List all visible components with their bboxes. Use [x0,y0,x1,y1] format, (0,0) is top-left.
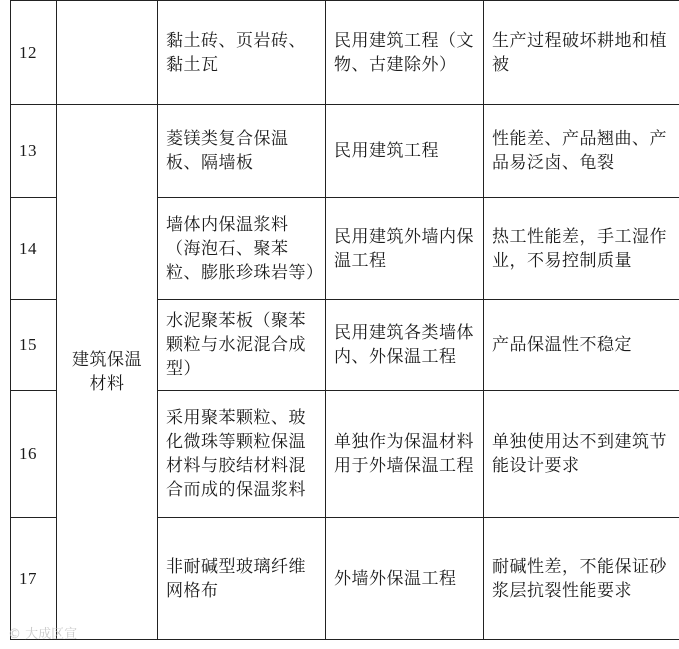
materials-table [10,0,679,640]
row-number: 15 [11,300,57,391]
material-cell: 非耐碱型玻璃纤维网格布 [158,518,326,640]
table-row-12 [11,1,679,105]
table-row-13 [11,105,679,198]
scope-cell: 民用建筑外墙内保温工程 [326,198,484,300]
material-cell: 采用聚苯颗粒、玻化微珠等颗粒保温材料与胶结材料混合而成的保温浆料 [158,391,326,518]
scope-cell: 民用建筑工程（文物、古建除外） [326,1,484,105]
category-cell-empty [57,1,158,105]
row-number: 12 [11,1,57,105]
category-cell: 建筑保温材料 [57,105,158,640]
row-number: 16 [11,391,57,518]
row-number: 17 [11,518,57,640]
material-cell: 菱镁类复合保温板、隔墙板 [158,105,326,198]
reason-cell: 耐碱性差，不能保证砂浆层抗裂性能要求 [484,518,679,640]
material-cell: 黏土砖、页岩砖、黏土瓦 [158,1,326,105]
row-number: 13 [11,105,57,198]
watermark-logo: © 大成区宣 [8,627,78,642]
reason-cell: 单独使用达不到建筑节能设计要求 [484,391,679,518]
reason-cell: 热工性能差，手工湿作业，不易控制质量 [484,198,679,300]
scope-cell: 民用建筑工程 [326,105,484,198]
reason-cell: 性能差、产品翘曲、产品易泛卤、龟裂 [484,105,679,198]
material-cell: 水泥聚苯板（聚苯颗粒与水泥混合成型） [158,300,326,391]
material-cell: 墙体内保温浆料（海泡石、聚苯粒、膨胀珍珠岩等） [158,198,326,300]
scope-cell: 单独作为保温材料用于外墙保温工程 [326,391,484,518]
scope-cell: 外墙外保温工程 [326,518,484,640]
row-number: 14 [11,198,57,300]
reason-cell: 生产过程破坏耕地和植被 [484,1,679,105]
reason-cell: 产品保温性不稳定 [484,300,679,391]
scope-cell: 民用建筑各类墙体内、外保温工程 [326,300,484,391]
